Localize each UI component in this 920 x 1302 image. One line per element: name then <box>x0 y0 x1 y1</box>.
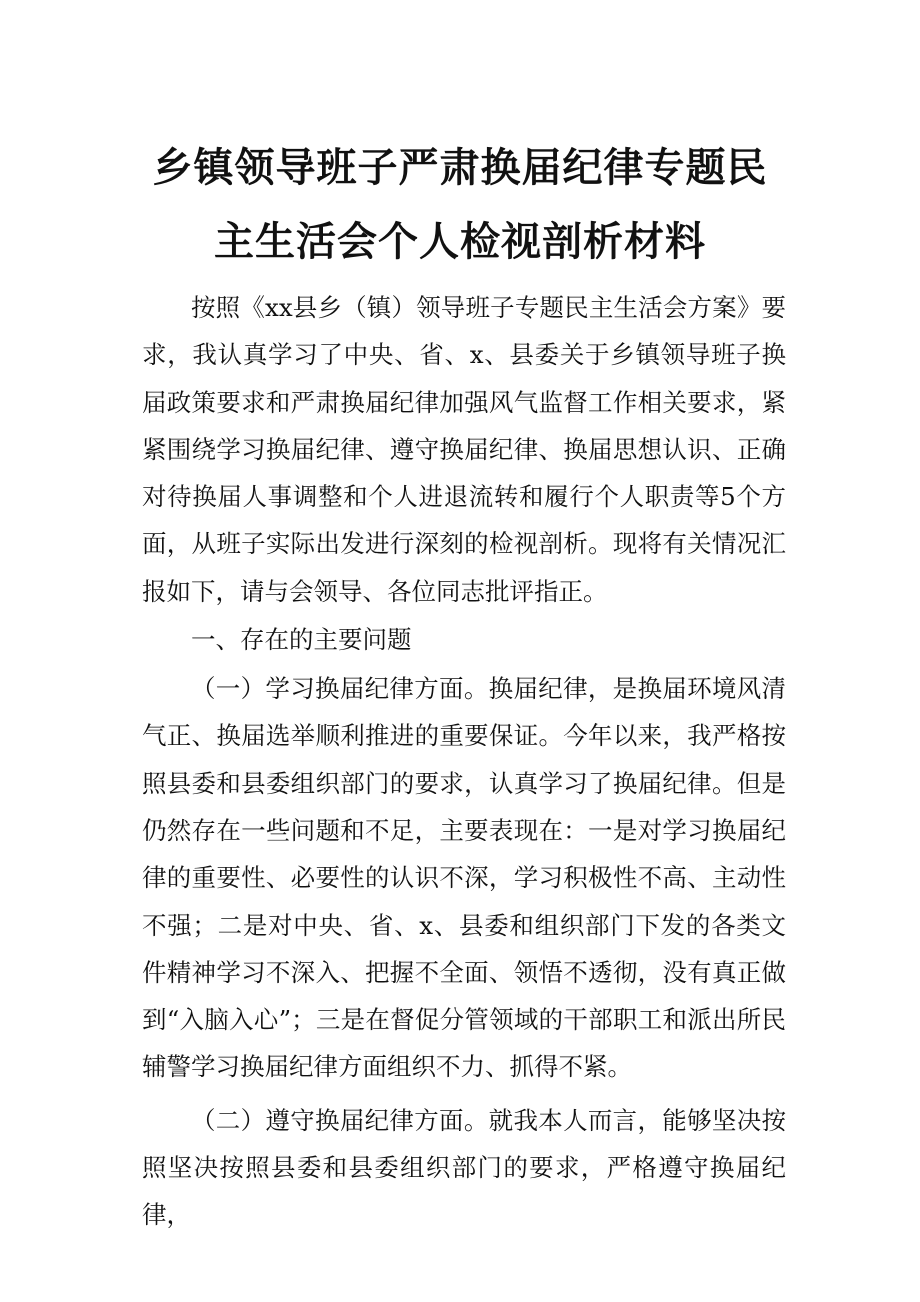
subheading-observe-discipline: （二）遵守换届纪律方面。 <box>191 1105 489 1135</box>
paragraph-observe-discipline <box>142 1097 786 1239</box>
paragraph-observe-discipline-text: 就我本人而言，能够坚决按照坚决按照县委和县委组织部门的要求，严格遵守换届纪律， <box>142 1105 787 1230</box>
paragraph-study-discipline <box>142 665 786 1091</box>
document-body <box>142 284 786 1239</box>
document-title-line-1: 乡镇领导班子严肃换届纪律专题民 <box>152 145 768 191</box>
document-title-line-2: 主生活会个人检视剖析材料 <box>214 219 706 265</box>
intro-paragraph: 按照《xx县乡（镇）领导班子专题民主生活会方案》要求，我认真学习了中央、省、x、县委关于乡镇领导班子换届政策要求和严肃换届纪律加强风气监督工作相关要求，紧紧围绕学习换届纪律、遵守换届纪律、换届思想认识、正确对待换届人事调整和个人进退流转和履行个人职责等5个方面，从班子实际出发进行深刻的检视剖析。现将有关情况汇报如下，请与会领导、各位同志批评指正。 <box>142 293 786 606</box>
section-heading-problems: 一、存在的主要问题 <box>191 625 412 655</box>
paragraph-study-discipline-text: 换届纪律，是换届环境风清气正、换届选举顺利推进的重要保证。今年以来，我严格按照县委和县委组织部门的要求，认真学习了换届纪律。但是仍然存在一些问题和不足，主要表现在：一是对学习换届纪律的重要性、必要性的认识不深，学习积极性不高、主动性不强；二是对中央、省、x、县委和组织部门下发的各类文件精神学习不深入、把握不全面、领悟不透彻，没有真正做到“入脑入心”；三是在督促分管领域的干部职工和派出所民辅警学习换届纪律方面组织不力、抓得不紧。 <box>142 674 787 1082</box>
subheading-study-discipline: （一）学习换届纪律方面。 <box>191 674 489 704</box>
